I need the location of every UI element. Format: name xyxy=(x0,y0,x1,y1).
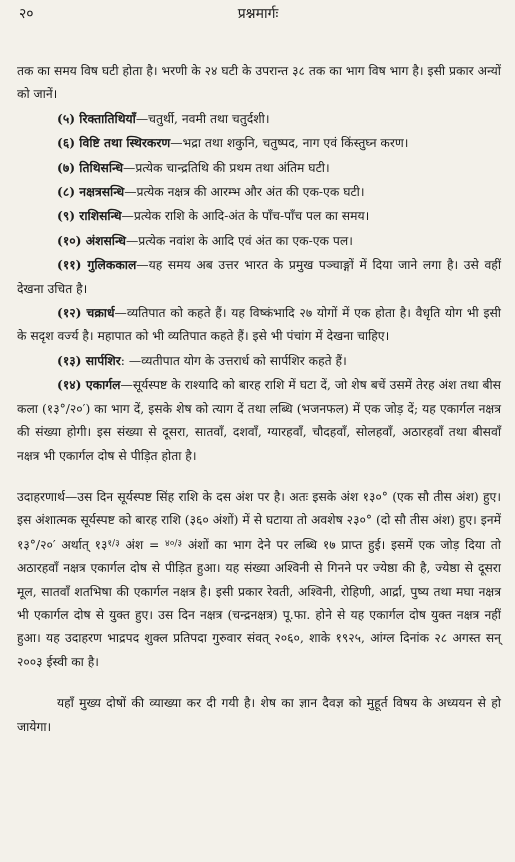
definition-text: —प्रत्येक नक्षत्र की आरम्भ और अंत की एक-एक घटी। xyxy=(124,185,365,200)
definition-rashisandhi xyxy=(17,204,501,228)
page-number: २० xyxy=(19,6,34,22)
term: (७) तिथिसन्धि xyxy=(57,159,124,175)
definition-tithisandhi xyxy=(17,156,501,180)
definition-text: —प्रत्येक राशि के आदि-अंत के पाँच-पाँच पल का समय। xyxy=(121,209,370,224)
term: (८) नक्षत्रसन्धि xyxy=(57,184,125,200)
definition-vishti xyxy=(17,131,501,155)
definition-text: —भद्रा तथा शकुनि, चतुष्पद, नाग एवं किंस्तुघ्न करण। xyxy=(170,136,409,151)
fraction: १/३ xyxy=(107,538,120,549)
term: (६) विष्टि तथा स्थिरकरण xyxy=(57,135,171,151)
example-text-part: अंश = xyxy=(119,537,166,552)
definition-text: —प्रत्येक चान्द्रतिथि की प्रथम तथा अंतिम घटी। xyxy=(123,160,330,175)
page-header xyxy=(17,4,499,28)
definition-riktatithi xyxy=(17,107,501,131)
term: (१०) अंशसन्धि xyxy=(57,232,126,248)
example-text-part: अंशों का भाग देने पर लब्धि १७ प्राप्त हुई। इसमें एक जोड़ दिया तो अठारहवाँ नक्षत्र एकार्गल दोष से पीड़ित हुआ। यह संख्या अश्विनी से गिनने पर ज्येष्ठा की है, ज्येष्ठा से दूसरा मूल, सातवाँ शतभिषा की एकार्गल नक्षत्र है। इसी प्रकार रेवती, अश्विनी, रोहिणी, आर्द्रा, पुष्य तथा मघा नक्षत्र भी एकार्गल दोष से युक्त हुए। उस दिन नक्षत्र (चन्द्रनक्षत्र) पू.फा. होने से यह एकार्गल दोष युक्त नक्षत्र नहीं हुआ। यह उदाहरण भाद्रपद शुक्ल प्रतिपदा गुरुवार संवत् २०६०, शाके १९२५, आंग्ल दिनांक २८ अगस्त सन् २००३ ईस्वी का है। xyxy=(17,537,501,669)
example-paragraph xyxy=(17,486,501,674)
term: (११) गुलिककाल xyxy=(57,257,137,273)
definition-chakrardha xyxy=(17,301,501,349)
closing-paragraph: यहाँ मुख्य दोषों की व्याख्या कर दी गयी है। शेष का ज्ञान दैवज्ञ को मुहूर्त विषय के अध्ययन से हो जायेगा। xyxy=(17,696,501,734)
term: (५) रिक्तातिथियाँ xyxy=(57,110,136,126)
definition-amshasandhi xyxy=(17,229,501,253)
term: (१२) चक्रार्ध xyxy=(57,305,115,321)
running-title: प्रश्नमार्गः xyxy=(237,6,279,22)
example-text-part: उदाहरणार्थ—उस दिन सूर्यस्पष्ट सिंह राशि के दस अंश पर है। अतः इसके अंश १३०° (एक सौ तीस अंश) हुए। इस अंशात्मक सूर्यस्पष्ट को बारह राशि (३६० अंशों) में से घटाया तो अवशेष २३०° (दो सौ तीस अंश) हुए। इनमें १३°/२०′ अर्थात् १३ xyxy=(17,489,501,552)
page-body xyxy=(17,60,501,739)
definition-sarpashira xyxy=(17,349,501,373)
definition-ekargala xyxy=(17,373,501,468)
definition-text: —चतुर्थी, नवमी तथा चतुर्दशी। xyxy=(135,111,270,126)
definition-text: —व्यतिपात को कहते हैं। यह विष्कंभादि २७ योगों में एक होता है। वैधृति योग भी इसी के सदृश वर्ज्य है। महापात को भी व्यतिपात कहते हैं। इसे भी पंचांग में देखना चाहिए। xyxy=(17,306,501,344)
definition-gulikakala xyxy=(17,253,501,301)
term: (१३) सार्पशिर xyxy=(57,352,121,368)
term: (१४) एकार्गल xyxy=(57,377,121,393)
definition-nakshatrasandhi xyxy=(17,180,501,204)
definition-text: : —व्यतीपात योग के उत्तरार्ध को सार्पशिर कहते हैं। xyxy=(120,353,347,368)
fraction: ४०/३ xyxy=(165,538,183,549)
paragraph-intro: तक का समय विष घटी होता है। भरणी के २४ घटी के उपरान्त ३८ तक का भाग विष भाग है। इसी प्रकार अन्यों को जानें। xyxy=(17,64,501,102)
term: (९) राशिसन्धि xyxy=(57,208,122,224)
definition-text: —यह समय अब उत्तर भारत के प्रमुख पञ्चाङ्गों में दिया जाने लगा है। उसे वहीं देखना उचित है। xyxy=(17,258,502,296)
definition-text: —सूर्यस्पष्ट के राश्यादि को बारह राशि में घटा दें, जो शेष बचें उसमें तेरह अंश तथा बीस कला (१३°/२०′) का भाग दें, इसके शेष को त्याग दें तथा लब्धि (भजनफल) में एक जोड़ दें; यह एकार्गल नक्षत्र की संख्या होगी। इस संख्या से दूसरा, सातवाँ, दशवाँ, ग्यारहवाँ, चौदहवाँ, सोलहवाँ, अठारहवाँ तथा बीसवाँ नक्षत्र भी एकार्गल दोष से पीड़ित होता है। xyxy=(17,378,501,463)
definition-text: —प्रत्येक नवांश के आदि एवं अंत का एक-एक पल। xyxy=(125,233,353,248)
